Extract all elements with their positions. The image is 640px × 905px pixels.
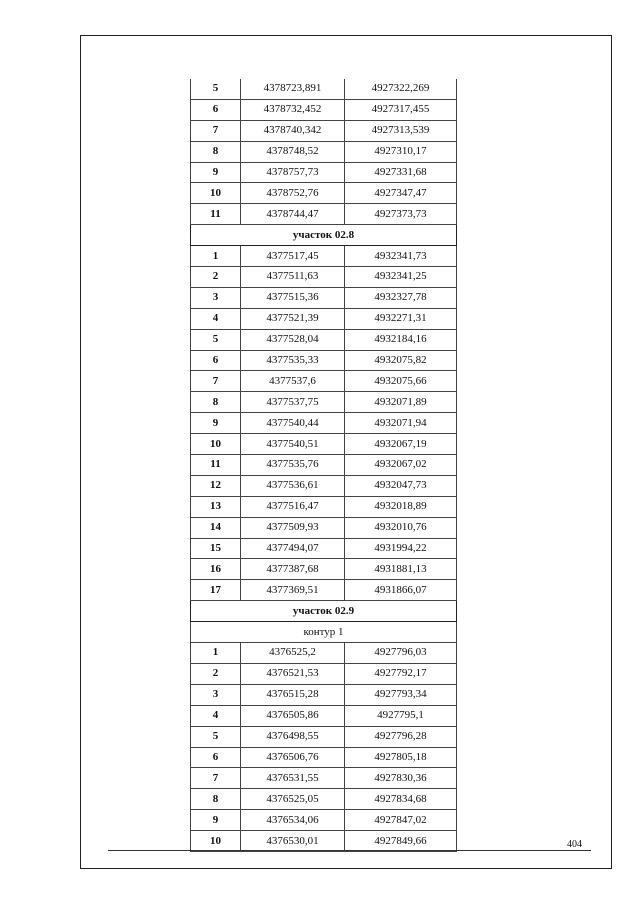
point-number-cell: 11 [191,455,241,476]
table-row [191,246,457,267]
x-coordinate-cell: 4376505,86 [241,705,345,726]
point-number-cell: 2 [191,663,241,684]
point-number-cell: 5 [191,726,241,747]
x-coordinate-cell: 4378744,47 [241,204,345,225]
point-number-cell: 10 [191,183,241,204]
x-coordinate-cell: 4376506,76 [241,747,345,768]
table-row [191,831,457,852]
y-coordinate-cell: 4927847,02 [345,810,457,831]
table-row [191,371,457,392]
y-coordinate-cell: 4927795,1 [345,705,457,726]
y-coordinate-cell: 4932075,82 [345,350,457,371]
y-coordinate-cell: 4927317,455 [345,99,457,120]
section-title: участок 02.9 [191,601,457,622]
point-number-cell: 9 [191,413,241,434]
y-coordinate-cell: 4932271,31 [345,308,457,329]
table-row [191,538,457,559]
x-coordinate-cell: 4376525,2 [241,643,345,664]
table-row [191,162,457,183]
coordinates-table [190,79,457,852]
point-number-cell: 8 [191,789,241,810]
table-row [191,810,457,831]
y-coordinate-cell: 4932327,78 [345,287,457,308]
table-row [191,580,457,601]
x-coordinate-cell: 4378732,452 [241,99,345,120]
point-number-cell: 13 [191,496,241,517]
table-row [191,768,457,789]
table-row [191,267,457,288]
point-number-cell: 4 [191,705,241,726]
x-coordinate-cell: 4377540,44 [241,413,345,434]
point-number-cell: 5 [191,79,241,99]
table-row [191,99,457,120]
y-coordinate-cell: 4927830,36 [345,768,457,789]
x-coordinate-cell: 4377511,63 [241,267,345,288]
y-coordinate-cell: 4932341,25 [345,267,457,288]
x-coordinate-cell: 4376530,01 [241,831,345,852]
x-coordinate-cell: 4378748,52 [241,141,345,162]
point-number-cell: 5 [191,329,241,350]
point-number-cell: 17 [191,580,241,601]
table-row [191,434,457,455]
page-number: 404 [567,839,582,850]
y-coordinate-cell: 4932047,73 [345,475,457,496]
point-number-cell: 15 [191,538,241,559]
point-number-cell: 3 [191,287,241,308]
y-coordinate-cell: 4931881,13 [345,559,457,580]
table-row [191,287,457,308]
x-coordinate-cell: 4376521,53 [241,663,345,684]
point-number-cell: 10 [191,434,241,455]
page-frame [80,35,612,869]
point-number-cell: 6 [191,99,241,120]
x-coordinate-cell: 4377537,6 [241,371,345,392]
point-number-cell: 8 [191,141,241,162]
point-number-cell: 4 [191,308,241,329]
x-coordinate-cell: 4376525,05 [241,789,345,810]
x-coordinate-cell: 4378723,891 [241,79,345,99]
point-number-cell: 2 [191,267,241,288]
table-row [191,726,457,747]
x-coordinate-cell: 4377536,61 [241,475,345,496]
point-number-cell: 7 [191,371,241,392]
x-coordinate-cell: 4377521,39 [241,308,345,329]
point-number-cell: 7 [191,768,241,789]
y-coordinate-cell: 4932184,16 [345,329,457,350]
table-row [191,684,457,705]
table-row [191,204,457,225]
point-number-cell: 6 [191,350,241,371]
point-number-cell: 14 [191,517,241,538]
table-row [191,350,457,371]
table-row [191,643,457,664]
table-row [191,79,457,99]
point-number-cell: 9 [191,162,241,183]
x-coordinate-cell: 4377535,76 [241,455,345,476]
section-title: участок 02.8 [191,225,457,246]
footer-rule [108,850,591,851]
y-coordinate-cell: 4932071,94 [345,413,457,434]
coordinates-table-body [191,79,457,851]
y-coordinate-cell: 4927347,47 [345,183,457,204]
y-coordinate-cell: 4932067,19 [345,434,457,455]
y-coordinate-cell: 4931994,22 [345,538,457,559]
table-row [191,496,457,517]
y-coordinate-cell: 4932075,66 [345,371,457,392]
point-number-cell: 7 [191,120,241,141]
point-number-cell: 3 [191,684,241,705]
x-coordinate-cell: 4377387,68 [241,559,345,580]
table-row [191,120,457,141]
section-header-row [191,601,457,622]
y-coordinate-cell: 4927310,17 [345,141,457,162]
table-row [191,517,457,538]
point-number-cell: 16 [191,559,241,580]
x-coordinate-cell: 4377540,51 [241,434,345,455]
point-number-cell: 10 [191,831,241,852]
table-row [191,329,457,350]
y-coordinate-cell: 4927796,28 [345,726,457,747]
subsection-title: контур 1 [191,622,457,643]
y-coordinate-cell: 4927331,68 [345,162,457,183]
y-coordinate-cell: 4932067,02 [345,455,457,476]
x-coordinate-cell: 4377494,07 [241,538,345,559]
table-row [191,559,457,580]
section-header-row [191,225,457,246]
x-coordinate-cell: 4376498,55 [241,726,345,747]
point-number-cell: 1 [191,643,241,664]
point-number-cell: 8 [191,392,241,413]
y-coordinate-cell: 4927849,66 [345,831,457,852]
y-coordinate-cell: 4927322,269 [345,79,457,99]
y-coordinate-cell: 4931866,07 [345,580,457,601]
x-coordinate-cell: 4378757,73 [241,162,345,183]
x-coordinate-cell: 4377528,04 [241,329,345,350]
point-number-cell: 11 [191,204,241,225]
table-row [191,183,457,204]
x-coordinate-cell: 4377509,93 [241,517,345,538]
table-row [191,475,457,496]
x-coordinate-cell: 4376534,06 [241,810,345,831]
y-coordinate-cell: 4932341,73 [345,246,457,267]
x-coordinate-cell: 4377535,33 [241,350,345,371]
table-row [191,747,457,768]
table-row [191,789,457,810]
x-coordinate-cell: 4378740,342 [241,120,345,141]
x-coordinate-cell: 4378752,76 [241,183,345,204]
y-coordinate-cell: 4927805,18 [345,747,457,768]
table-row [191,413,457,434]
table-row [191,455,457,476]
y-coordinate-cell: 4927792,17 [345,663,457,684]
x-coordinate-cell: 4377515,36 [241,287,345,308]
y-coordinate-cell: 4927834,68 [345,789,457,810]
y-coordinate-cell: 4932010,76 [345,517,457,538]
y-coordinate-cell: 4932071,89 [345,392,457,413]
table-row [191,392,457,413]
point-number-cell: 9 [191,810,241,831]
x-coordinate-cell: 4376515,28 [241,684,345,705]
point-number-cell: 1 [191,246,241,267]
x-coordinate-cell: 4377517,45 [241,246,345,267]
y-coordinate-cell: 4927796,03 [345,643,457,664]
x-coordinate-cell: 4377537,75 [241,392,345,413]
table-row [191,141,457,162]
point-number-cell: 6 [191,747,241,768]
x-coordinate-cell: 4377516,47 [241,496,345,517]
table-row [191,705,457,726]
y-coordinate-cell: 4932018,89 [345,496,457,517]
subsection-header-row [191,622,457,643]
point-number-cell: 12 [191,475,241,496]
y-coordinate-cell: 4927793,34 [345,684,457,705]
y-coordinate-cell: 4927313,539 [345,120,457,141]
table-row [191,663,457,684]
table-row [191,308,457,329]
x-coordinate-cell: 4376531,55 [241,768,345,789]
x-coordinate-cell: 4377369,51 [241,580,345,601]
y-coordinate-cell: 4927373,73 [345,204,457,225]
